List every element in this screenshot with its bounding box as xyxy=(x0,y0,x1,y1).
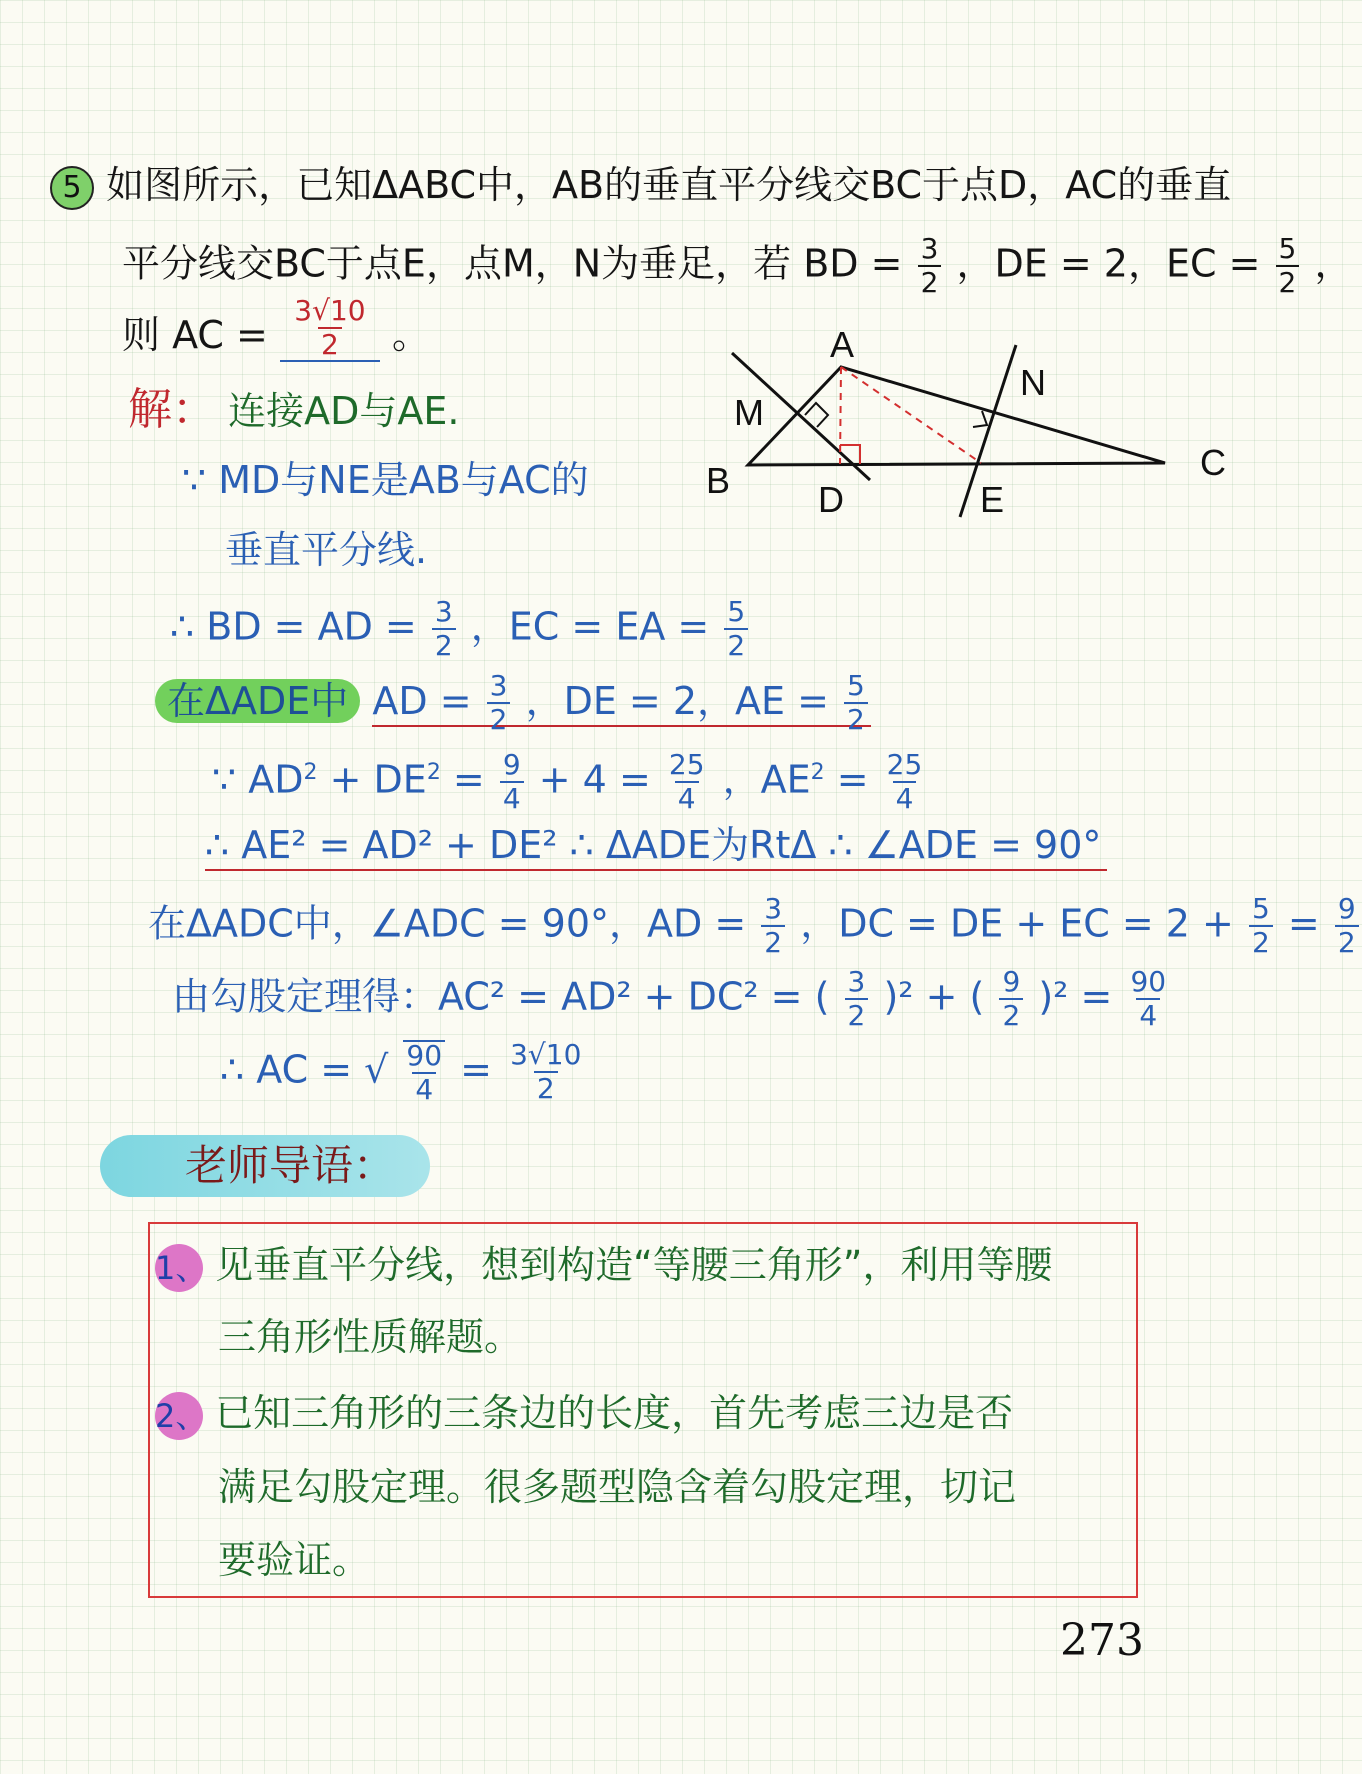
problem-line-1 xyxy=(50,160,1231,210)
fraction: $\frac{90}{4}$ xyxy=(403,1040,445,1104)
label-b: B xyxy=(706,460,731,501)
label-m: M xyxy=(734,392,764,433)
fraction: $\frac{5}{2}$ xyxy=(844,672,868,734)
label-c: C xyxy=(1200,442,1226,483)
dashed-ae xyxy=(841,367,981,463)
underlined-sides: AD = $\frac{3}{2}$ ，DE = 2，AE = $\frac{5}{2}$ xyxy=(372,679,871,727)
solution-step-3: ∴ BD = AD = $\frac{3}{2}$ ，EC = EA = $\frac{5}{2}$ xyxy=(170,598,751,660)
problem-line-3: 则 AC = $\frac{3√10}{2}$ 。 xyxy=(122,293,431,361)
problem-number: 5 xyxy=(50,166,94,210)
problem-text-1: 如图所示，已知ΔABC中，AB的垂直平分线交BC于点D，AC的垂直 xyxy=(106,163,1232,207)
solution-step-2: 垂直平分线. xyxy=(225,528,428,572)
label-e: E xyxy=(980,479,1005,520)
label-n: N xyxy=(1020,362,1046,403)
triangle-abc xyxy=(748,367,1165,465)
problem-text-3a: 则 AC = xyxy=(122,313,268,357)
fraction: $\frac{25}{4}$ xyxy=(886,748,923,816)
problem-text-2a: 平分线交BC于点E，点M，N为垂足，若 BD = xyxy=(122,241,903,286)
tip-1-line-2: 三角形性质解题。 xyxy=(218,1315,523,1359)
tip-2-line-1: 2、 已知三角形的三条边的长度，首先考虑三边是否 xyxy=(155,1388,1013,1440)
solution-step-1: ∵ MD与NE是AB与AC的 xyxy=(182,458,589,502)
fraction: $\frac{3√10}{2}$ xyxy=(510,1038,582,1105)
problem-line-2: 平分线交BC于点E，点M，N为垂足，若 BD = $\frac{3}{2}$ ，DE = 2，EC = $\frac{5}{2}$ ， xyxy=(122,232,1353,299)
fraction: $\frac{3}{2}$ xyxy=(845,968,869,1030)
tip-2-line-2: 满足勾股定理。很多题型隐含着勾股定理，切记 xyxy=(218,1465,1017,1509)
fraction-ec: $\frac{5}{2}$ xyxy=(1276,235,1300,297)
dashed-ad xyxy=(840,367,841,464)
tip-1-number: 1、 xyxy=(155,1244,203,1292)
fraction: $\frac{9}{4}$ xyxy=(500,751,524,813)
fraction: $\frac{3}{2}$ xyxy=(487,672,511,734)
highlight-pill-ade: 在ΔADE中 xyxy=(155,679,360,723)
solution-label: 解： xyxy=(128,384,216,435)
tip-1-line-1: 1、 见垂直平分线，想到构造“等腰三角形”，利用等腰 xyxy=(155,1240,1052,1292)
fraction: $\frac{3}{2}$ xyxy=(761,895,785,957)
tip-2-line-3: 要验证。 xyxy=(218,1538,371,1582)
label-d: D xyxy=(818,479,844,520)
answer-fraction: $\frac{3√10}{2}$ xyxy=(294,293,366,361)
right-angle-n xyxy=(973,411,987,427)
page-number: 273 xyxy=(1060,1615,1144,1666)
tip-2-number: 2、 xyxy=(155,1392,203,1440)
teacher-title: 老师导语： xyxy=(185,1141,396,1190)
solution-step-6: ∴ AE² = AD² + DE² ∴ ΔADE为RtΔ ∴ ∠ADE = 90° xyxy=(205,820,1107,870)
solution-intro-text: 连接AD与AE. xyxy=(228,389,460,433)
solution-step-4 xyxy=(155,669,871,736)
solution-step-9: ∴ AC = √ $\frac{90}{4}$ = $\frac{3√10}{2}$ xyxy=(220,1040,587,1104)
answer-blank xyxy=(280,293,380,362)
solution-step-7: 在ΔADC中，∠ADC = 90°，AD = $\frac{3}{2}$ ，DC = DE + EC = 2 + $\frac{5}{2}$ = $\frac{9}{2}$ xyxy=(148,895,1362,957)
fraction: $\frac{90}{4}$ xyxy=(1130,965,1167,1032)
fraction: $\frac{9}{2}$ xyxy=(999,968,1023,1030)
label-a: A xyxy=(830,324,855,365)
triangle-diagram xyxy=(690,315,1250,535)
solution-step-5: ∵ $AD^2 + DE^2$ = $\frac{9}{4}$ + 4 = $\frac{25}{4}$ ，$AE^2$ = $\frac{25}{4}$ xyxy=(212,748,928,813)
fraction: $\frac{9}{2}$ xyxy=(1335,895,1359,957)
fraction: $\frac{3}{2}$ xyxy=(432,598,456,660)
fraction: $\frac{25}{4}$ xyxy=(668,748,705,816)
problem-text-2b: ，DE = 2，EC = xyxy=(956,241,1261,286)
fraction: $\frac{5}{2}$ xyxy=(1249,895,1273,957)
solution-step-8: 由勾股定理得：AC² = AD² + DC² = ( $\frac{3}{2}$ )² + ( $\frac{9}{2}$ )² = $\frac{90}{4}$ xyxy=(172,968,1172,1030)
solution-intro xyxy=(128,385,459,436)
fraction-bd: $\frac{3}{2}$ xyxy=(918,235,942,297)
fraction: $\frac{5}{2}$ xyxy=(724,598,748,660)
